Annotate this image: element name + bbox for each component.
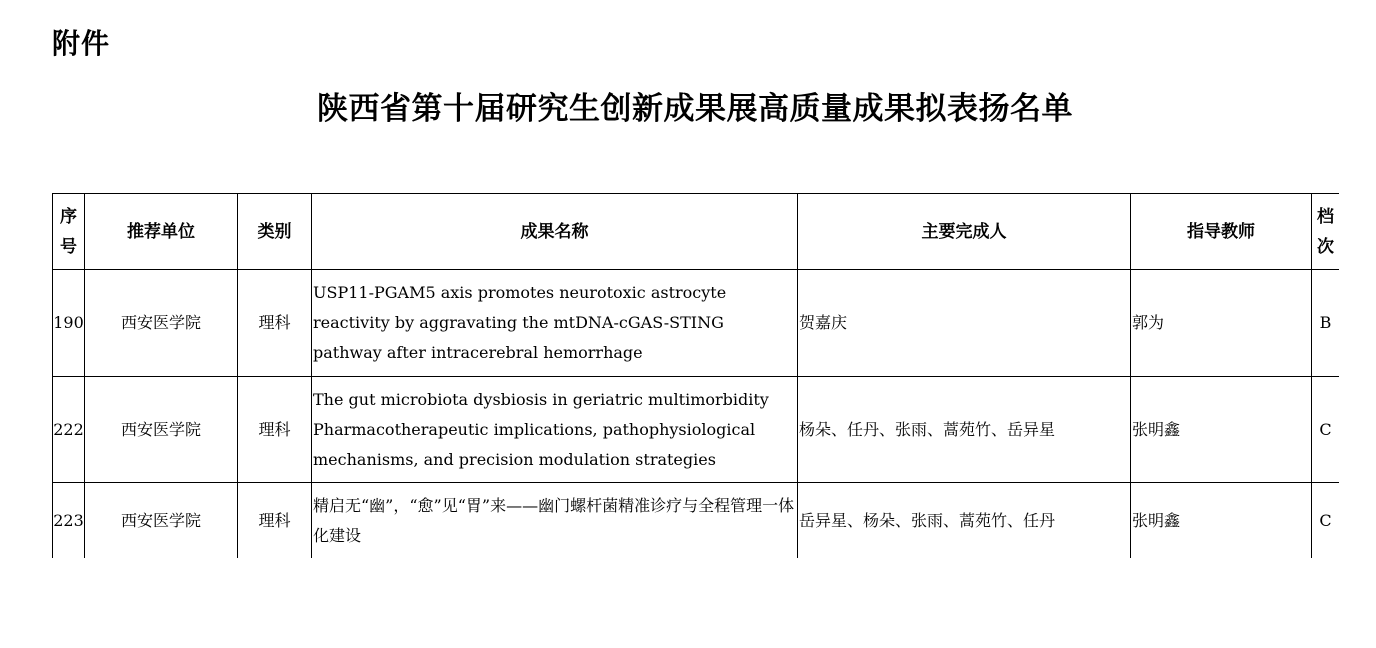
table-row bbox=[53, 377, 1340, 483]
cell-grade: C bbox=[1312, 483, 1340, 559]
cell-category: 理科 bbox=[238, 377, 312, 483]
attachment-label: 附件 bbox=[52, 27, 111, 60]
cell-grade: B bbox=[1312, 270, 1340, 377]
award-table bbox=[52, 193, 1339, 558]
cell-advisor: 郭为 bbox=[1131, 270, 1312, 377]
cell-seq: 222 bbox=[53, 377, 85, 483]
cell-seq: 190 bbox=[53, 270, 85, 377]
table-row bbox=[53, 270, 1340, 377]
document-title: 陕西省第十届研究生创新成果展高质量成果拟表扬名单 bbox=[317, 91, 1073, 127]
col-header-seq: 序号 bbox=[53, 194, 85, 270]
cell-authors: 贺嘉庆 bbox=[798, 270, 1131, 377]
cell-authors: 杨朵、任丹、张雨、蒿苑竹、岳异星 bbox=[798, 377, 1131, 483]
cell-title: USP11-PGAM5 axis promotes neurotoxic astrocyte reactivity by aggravating the mtDNA-cGAS-STING pathway after intracerebral hemorrhage bbox=[312, 270, 798, 377]
cell-unit: 西安医学院 bbox=[85, 377, 238, 483]
cell-advisor: 张明鑫 bbox=[1131, 483, 1312, 559]
col-header-advisor: 指导教师 bbox=[1131, 194, 1312, 270]
cell-grade: C bbox=[1312, 377, 1340, 483]
cell-category: 理科 bbox=[238, 483, 312, 559]
cell-unit: 西安医学院 bbox=[85, 270, 238, 377]
col-header-title: 成果名称 bbox=[312, 194, 798, 270]
cell-title: The gut microbiota dysbiosis in geriatric multimorbidity Pharmacotherapeutic implications, pathophysiological mechanisms, and precision modulation strategies bbox=[312, 377, 798, 483]
col-header-authors: 主要完成人 bbox=[798, 194, 1131, 270]
col-header-grade: 档次 bbox=[1312, 194, 1340, 270]
cell-advisor: 张明鑫 bbox=[1131, 377, 1312, 483]
col-header-category: 类别 bbox=[238, 194, 312, 270]
col-header-unit: 推荐单位 bbox=[85, 194, 238, 270]
award-list-table bbox=[52, 193, 1339, 558]
cell-unit: 西安医学院 bbox=[85, 483, 238, 559]
cell-seq: 223 bbox=[53, 483, 85, 559]
cell-title: 精启无“幽”，“愈”见“胃”来——幽门螺杆菌精准诊疗与全程管理一体化建设 bbox=[312, 483, 798, 559]
cell-authors: 岳异星、杨朵、张雨、蒿苑竹、任丹 bbox=[798, 483, 1131, 559]
cell-category: 理科 bbox=[238, 270, 312, 377]
table-row bbox=[53, 483, 1340, 559]
table-header-row bbox=[53, 194, 1340, 270]
